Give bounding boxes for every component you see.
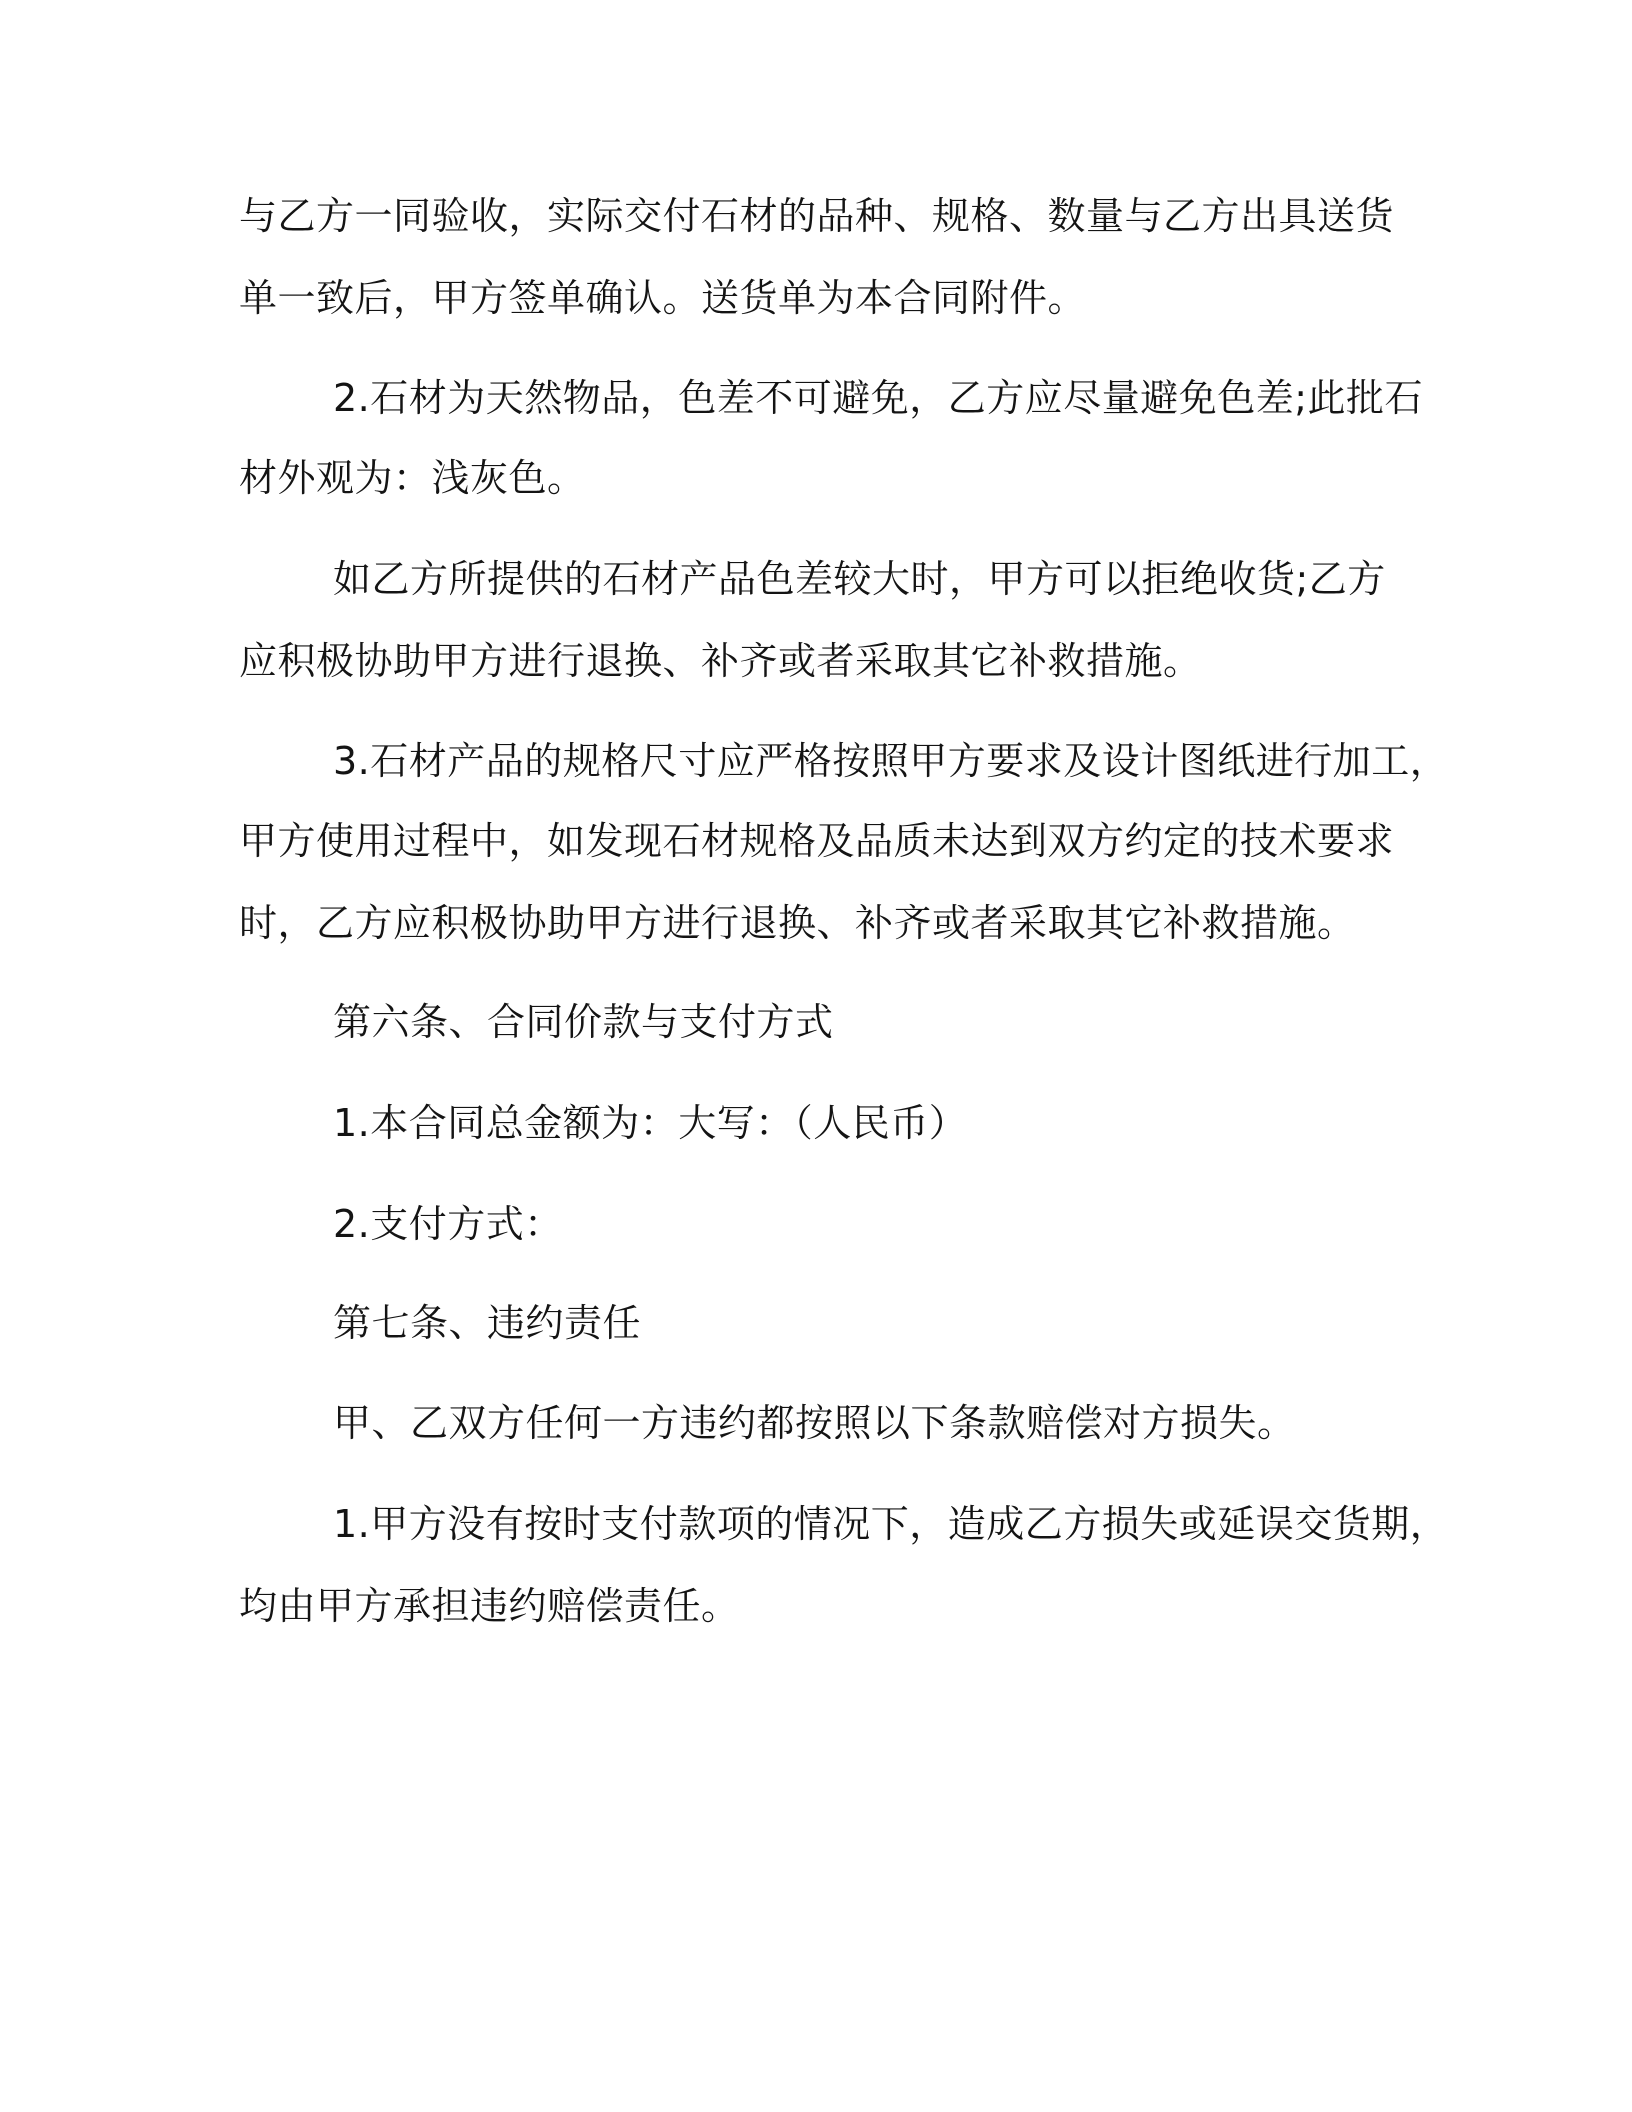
paragraph-line: 时，乙方应积极协助甲方进行退换、补齐或者采取其它补救措施。	[239, 901, 1356, 945]
section-heading-article-7: 第七条、违约责任	[333, 1301, 642, 1345]
paragraph-line: 2.石材为天然物品，色差不可避免，乙方应尽量避免色差;此批石	[333, 376, 1424, 420]
paragraph-line: 甲方使用过程中，如发现石材规格及品质未达到双方约定的技术要求	[239, 819, 1395, 863]
paragraph-line: 1.甲方没有按时支付款项的情况下，造成乙方损失或延误交货期，	[333, 1502, 1449, 1546]
paragraph-line: 与乙方一同验收，实际交付石材的品种、规格、数量与乙方出具送货	[239, 194, 1395, 238]
paragraph-line: 2.支付方式：	[333, 1202, 563, 1246]
paragraph-line: 1.本合同总金额为：大写：（人民币）	[333, 1101, 968, 1145]
paragraph-line: 3.石材产品的规格尺寸应严格按照甲方要求及设计图纸进行加工，	[333, 739, 1449, 783]
paragraph-line: 应积极协助甲方进行退换、补齐或者采取其它补救措施。	[239, 639, 1202, 683]
paragraph-line: 如乙方所提供的石材产品色差较大时，甲方可以拒绝收货;乙方	[333, 557, 1386, 601]
paragraph-line: 甲、乙双方任何一方违约都按照以下条款赔偿对方损失。	[333, 1401, 1296, 1445]
paragraph-line: 单一致后，甲方签单确认。送货单为本合同附件。	[239, 276, 1087, 320]
section-heading-article-6: 第六条、合同价款与支付方式	[333, 1000, 834, 1044]
paragraph-line: 均由甲方承担违约赔偿责任。	[239, 1584, 740, 1628]
paragraph-line: 材外观为：浅灰色。	[239, 456, 586, 500]
